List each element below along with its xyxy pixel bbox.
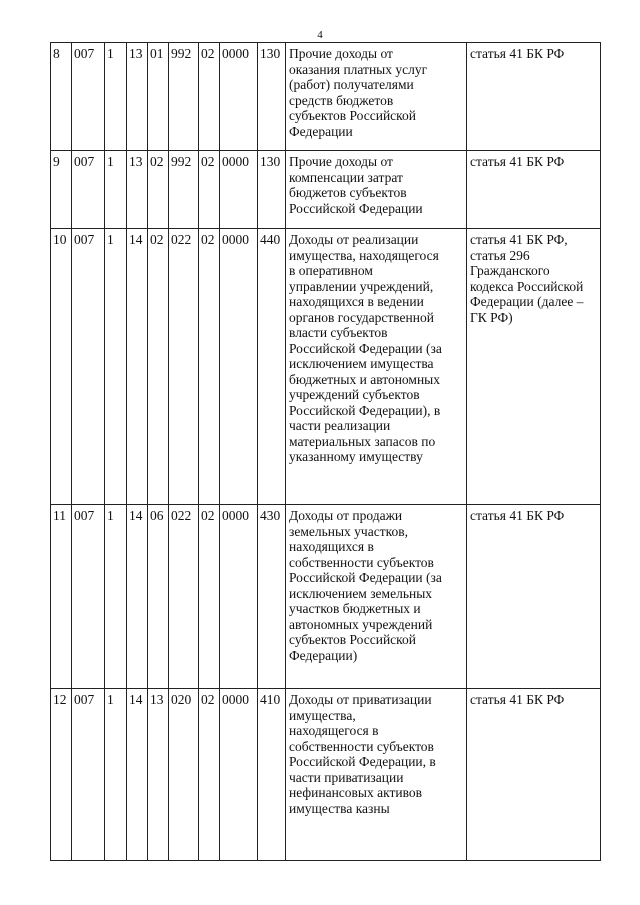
revenue-codes-table: [50, 42, 601, 861]
code-subarticle: 992: [169, 151, 199, 229]
code-group: 1: [105, 43, 127, 151]
legal-basis: статья 41 БК РФ, статья 296 Гражданского кодекса Российской Федерации (далее – ГК РФ): [467, 229, 601, 505]
code-admin: 007: [72, 505, 105, 689]
revenue-description: Доходы от приватизации имущества, находящегося в собственности субъектов Российской Федерации, в части приватизации нефинансовых активов имущества казны: [286, 689, 467, 861]
code-article: 06: [148, 505, 169, 689]
code-element: 02: [199, 43, 220, 151]
table-row: [51, 229, 601, 505]
code-classification: 130: [258, 43, 286, 151]
revenue-description: Доходы от продажи земельных участков, находящихся в собственности субъектов Российской Федерации (за исключением земельных участков бюджетных и автономных учреждений субъектов Российской Федерации): [286, 505, 467, 689]
code-group: 1: [105, 151, 127, 229]
code-subarticle: 992: [169, 43, 199, 151]
code-article: 01: [148, 43, 169, 151]
code-element: 02: [199, 505, 220, 689]
page-number: 4: [317, 29, 323, 41]
row-number: 9: [51, 151, 72, 229]
code-admin: 007: [72, 229, 105, 505]
code-subgroup: 13: [127, 43, 148, 151]
legal-basis: статья 41 БК РФ: [467, 505, 601, 689]
code-article: 13: [148, 689, 169, 861]
legal-basis: статья 41 БК РФ: [467, 689, 601, 861]
code-classification: 410: [258, 689, 286, 861]
revenue-description: Прочие доходы от компенсации затрат бюджетов субъектов Российской Федерации: [286, 151, 467, 229]
table-row: [51, 689, 601, 861]
code-classification: 440: [258, 229, 286, 505]
code-subgroup: 13: [127, 151, 148, 229]
code-element: 02: [199, 151, 220, 229]
code-subarticle: 022: [169, 229, 199, 505]
code-admin: 007: [72, 689, 105, 861]
code-program: 0000: [220, 689, 258, 861]
code-element: 02: [199, 689, 220, 861]
code-subgroup: 14: [127, 505, 148, 689]
row-number: 12: [51, 689, 72, 861]
code-classification: 430: [258, 505, 286, 689]
code-program: 0000: [220, 505, 258, 689]
row-number: 8: [51, 43, 72, 151]
code-admin: 007: [72, 43, 105, 151]
table-row: [51, 151, 601, 229]
table-row: [51, 505, 601, 689]
row-number: 11: [51, 505, 72, 689]
code-program: 0000: [220, 43, 258, 151]
code-classification: 130: [258, 151, 286, 229]
code-admin: 007: [72, 151, 105, 229]
code-group: 1: [105, 229, 127, 505]
row-number: 10: [51, 229, 72, 505]
code-subgroup: 14: [127, 689, 148, 861]
code-program: 0000: [220, 151, 258, 229]
code-group: 1: [105, 505, 127, 689]
code-article: 02: [148, 151, 169, 229]
code-program: 0000: [220, 229, 258, 505]
legal-basis: статья 41 БК РФ: [467, 43, 601, 151]
code-subarticle: 020: [169, 689, 199, 861]
code-article: 02: [148, 229, 169, 505]
code-subgroup: 14: [127, 229, 148, 505]
code-element: 02: [199, 229, 220, 505]
code-subarticle: 022: [169, 505, 199, 689]
revenue-description: Доходы от реализации имущества, находящегося в оперативном управлении учреждений, находящихся в ведении органов государственной власти субъектов Российской Федерации (за исключением имущества бюджетных и автономных учреждений субъектов Российской Федерации), в части реализации материальных запасов по указанному имуществу: [286, 229, 467, 505]
revenue-description: Прочие доходы от оказания платных услуг (работ) получателями средств бюджетов субъектов Российской Федерации: [286, 43, 467, 151]
code-group: 1: [105, 689, 127, 861]
table-row: [51, 43, 601, 151]
legal-basis: статья 41 БК РФ: [467, 151, 601, 229]
